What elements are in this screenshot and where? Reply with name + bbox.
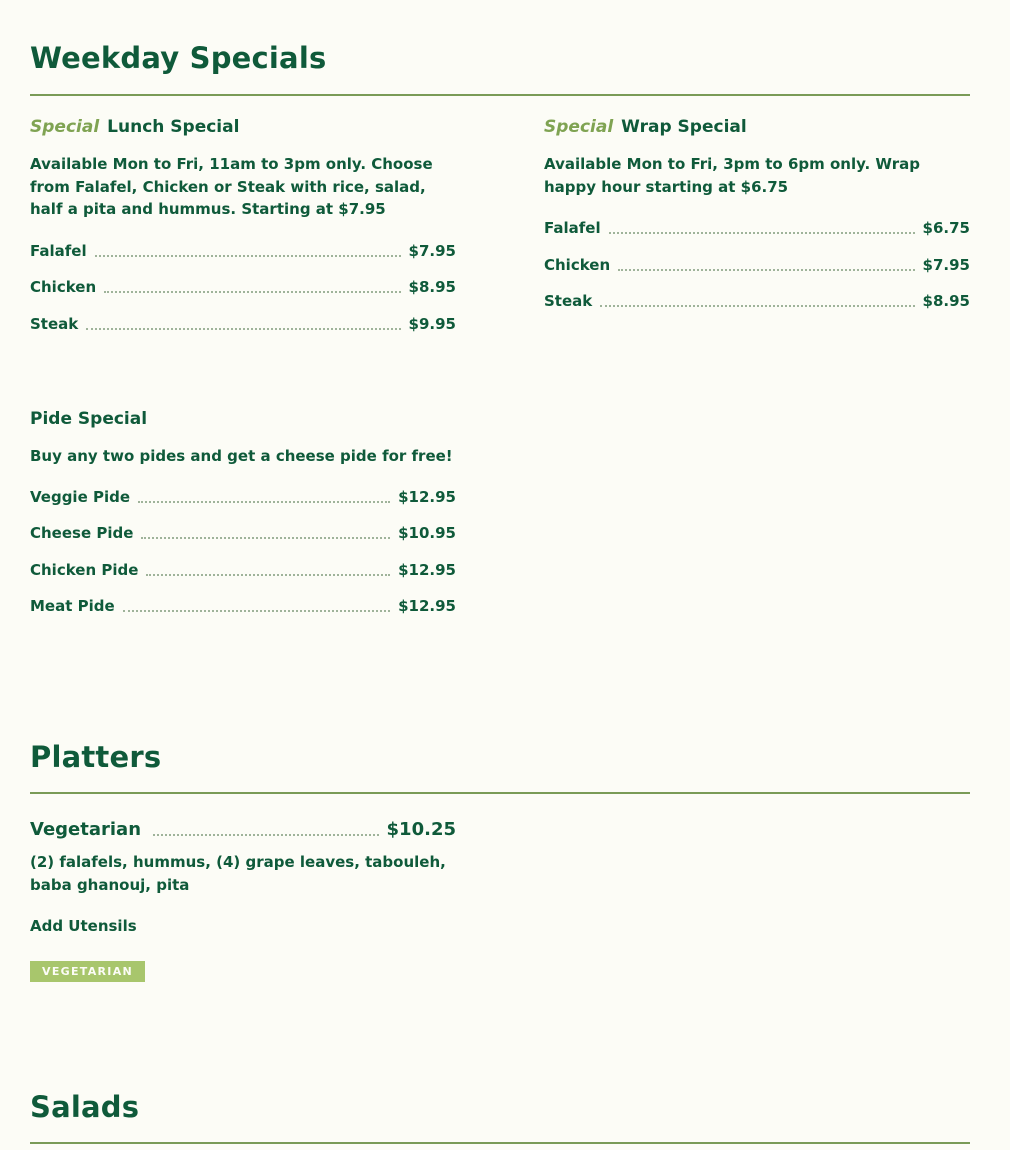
item-description: Available Mon to Fri, 3pm to 6pm only. Wrap happy hour starting at $6.75 xyxy=(544,155,920,196)
option-row-veggie-pide[interactable] xyxy=(30,485,456,505)
option-name: Veggie Pide xyxy=(30,488,131,506)
dot-leader xyxy=(141,537,390,539)
option-price: $12.95 xyxy=(398,488,456,506)
option-row-chicken[interactable] xyxy=(544,253,970,273)
weekday-specials-section xyxy=(30,41,970,615)
dot-leader xyxy=(146,574,390,576)
option-price: $12.95 xyxy=(398,561,456,579)
option-name: Chicken xyxy=(30,278,97,296)
item-description: Buy any two pides and get a cheese pide for free! xyxy=(30,447,453,465)
section-divider xyxy=(30,792,970,794)
dot-leader xyxy=(153,834,379,836)
option-row-meat-pide[interactable] xyxy=(30,594,456,614)
option-price: $10.95 xyxy=(398,524,456,542)
dot-leader xyxy=(104,291,400,293)
dot-leader xyxy=(600,305,914,307)
lunch-special-item[interactable] xyxy=(30,117,456,333)
option-row-chicken-pide[interactable] xyxy=(30,558,456,578)
dot-leader xyxy=(609,232,915,234)
option-price: $7.95 xyxy=(408,242,456,260)
option-price: $6.75 xyxy=(922,219,970,237)
dot-leader xyxy=(123,610,390,612)
option-name: Falafel xyxy=(30,242,87,260)
platter-description: (2) falafels, hummus, (4) grape leaves, tabouleh, baba ghanouj, pita xyxy=(30,853,446,894)
option-name: Chicken Pide xyxy=(30,561,139,579)
section-title-platters: Platters xyxy=(30,740,162,774)
option-row-falafel[interactable] xyxy=(544,216,970,236)
option-price: $12.95 xyxy=(398,597,456,615)
salads-section xyxy=(30,1090,970,1124)
dot-leader xyxy=(95,255,401,257)
option-row-chicken[interactable] xyxy=(30,275,456,295)
option-row-steak[interactable] xyxy=(544,289,970,309)
dot-leader xyxy=(86,328,400,330)
item-heading: Pide Special xyxy=(30,409,148,429)
platter-heading-row xyxy=(30,815,456,839)
section-title-weekday-specials: Weekday Specials xyxy=(30,41,327,75)
option-row-cheese-pide[interactable] xyxy=(30,521,456,541)
platters-section xyxy=(30,740,970,978)
option-row-falafel[interactable] xyxy=(30,239,456,259)
option-price: $7.95 xyxy=(922,256,970,274)
option-name: Cheese Pide xyxy=(30,524,134,542)
platter-name: Vegetarian xyxy=(30,819,142,840)
platter-price: $10.25 xyxy=(386,819,456,840)
vegetarian-badge: VEGETARIAN xyxy=(30,961,145,982)
option-name: Steak xyxy=(30,315,79,333)
option-name: Falafel xyxy=(544,219,601,237)
option-name: Chicken xyxy=(544,256,611,274)
item-name: Lunch Special xyxy=(107,117,240,137)
pide-special-item[interactable] xyxy=(30,409,456,615)
section-divider xyxy=(30,94,970,96)
wrap-special-item[interactable] xyxy=(544,117,970,310)
special-tag: Special xyxy=(30,117,100,137)
option-row-steak[interactable] xyxy=(30,312,456,332)
item-heading xyxy=(30,119,456,136)
dot-leader xyxy=(138,501,390,503)
section-title-salads: Salads xyxy=(30,1090,140,1124)
item-description: Available Mon to Fri, 11am to 3pm only. Choose from Falafel, Chicken or Steak with rice, salad, half a pita and hummus. Starting at $7.95 xyxy=(30,155,433,218)
special-tag: Special xyxy=(544,117,614,137)
dot-leader xyxy=(618,269,914,271)
section-divider xyxy=(30,1142,970,1144)
option-price: $9.95 xyxy=(408,315,456,333)
option-name: Meat Pide xyxy=(30,597,115,615)
item-name: Wrap Special xyxy=(621,117,747,137)
item-heading xyxy=(544,119,970,136)
option-name: Steak xyxy=(544,292,593,310)
option-price: $8.95 xyxy=(408,278,456,296)
option-price: $8.95 xyxy=(922,292,970,310)
add-utensils-link[interactable]: Add Utensils xyxy=(30,917,137,935)
